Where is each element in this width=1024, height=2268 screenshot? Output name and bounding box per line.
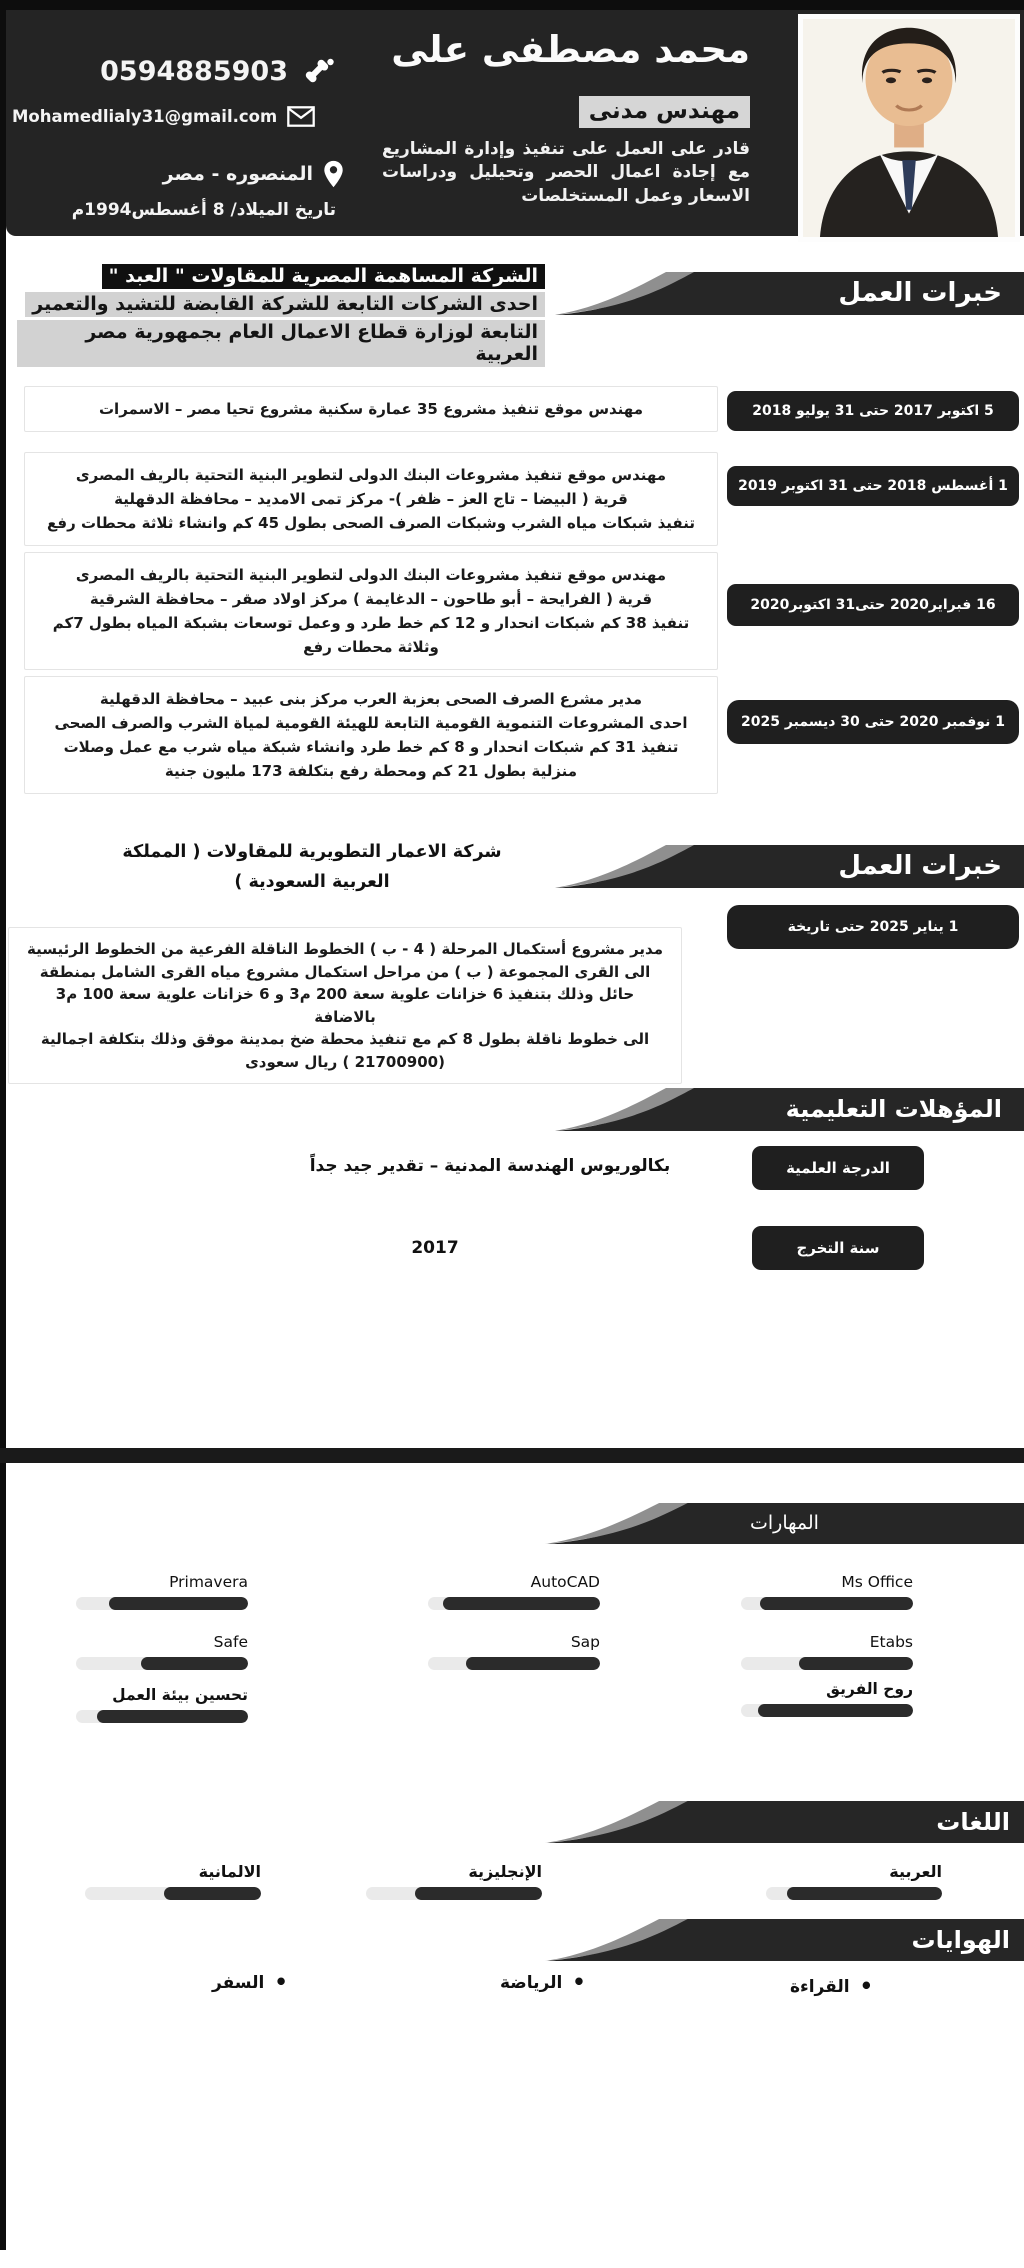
email-icon [287,106,315,127]
date-badge: 1 نوفمبر 2020 حتى 30 ديسمبر 2025 [727,700,1019,744]
skill-autocad: AutoCAD [428,1573,600,1610]
date-badge: 5 اكتوبر 2017 حتى 31 يوليو 2018 [727,391,1019,431]
skill-primavera: Primavera [76,1573,248,1610]
section-title: الهوايات [911,1926,1010,1954]
company-line: شركة الاعمار التطويرية للمقاولات ( المملكة [122,842,502,862]
experience-card [8,927,682,1084]
skill-sap: Sap [428,1633,600,1670]
skill-bar-fill [799,1657,913,1670]
degree-badge: الدرجة العلمية [752,1146,924,1190]
birth-date: تاريخ الميلاد/ 8 أغسطس1994م [71,200,336,220]
experience-line: مهندس موقع تنفيذ مشروعات البنك الدولى لتطوير البنية التحتية بالريف المصرى [75,466,667,484]
left-border [0,0,6,2250]
skill-bar [76,1597,248,1610]
skill-bar [76,1710,248,1723]
skill-etabs: Etabs [741,1633,913,1670]
language-arabic: العربية [766,1862,942,1900]
skill-bar-fill [141,1657,248,1670]
experience-line: الى خطوط ناقلة بطول 8 كم مع تنفيذ محطة ضخ بمدينة موقق وذلك بتكلفة اجمالية [40,1030,650,1048]
experience-line: الى القرى المجموعة ( ب ) من مراحل استكمال مشروع مياه القرى الشامل بمنطقة [39,962,651,981]
company-line: احدى الشركات التابعة للشركة القابضة للتشيد والتعمير [25,292,545,317]
skill-bar [428,1657,600,1670]
hobby-label: القراءة [790,1976,850,1997]
experience-line: احدى المشروعات التنموية القومية التابعة للهيئة القومية لمياة الشرب والصرف الصحى [54,714,688,732]
email-address: Mohamedlialy31@gmail.com [12,107,278,126]
section-banner-experience-1 [554,272,1024,315]
phone-icon [302,54,336,88]
section-banner-languages [545,1801,1024,1843]
experience-line: منزلية بطول 21 كم ومحطة رفع بتكلفة 173 مليون جنية [164,762,578,780]
experience-line: وثلاثة محطات رفع [303,638,439,656]
date-badge: 1 أغسطس 2018 حتى 31 اكتوبر 2019 [727,466,1019,506]
skill-safe: Safe [76,1633,248,1670]
experience-card [24,452,718,546]
hobby-reading [790,1976,873,1997]
experience-line: تنفيذ 38 كم شبكات انحدار و 12 كم خط طرد و وعمل توسعات بشبكة المياه بطول 7كم [52,614,690,632]
skill-bar-fill [109,1597,248,1610]
profile-photo [798,14,1020,242]
experience-card [24,676,718,794]
skill-bar-fill [466,1657,600,1670]
experience-line: حائل وذلك بتنفيذ 6 خزانات علوية سعة 200 م3 و 6 خزانات علوية سعة 100 م3 بالاضافة [55,985,635,1026]
company-block-1 [17,264,545,370]
location-text: المنصوره - مصر [162,163,313,185]
section-banner-education [554,1088,1024,1131]
experience-line: قرية ( البيضا – تاج العز – ظفر )- مركز تمى الامديد – محافظة الدقهلية [114,490,628,508]
skill-ms-office: Ms Office [741,1573,913,1610]
company-line: الشركة المساهمة المصرية للمقاولات " العبد " [102,264,545,289]
company-line: العربية السعودية ) [234,871,390,892]
skill-bar-fill [758,1704,913,1717]
language-bar [766,1887,942,1900]
section-title: خبرات العمل [838,851,1002,881]
experience-card [24,552,718,670]
skill-bar-fill [97,1710,248,1723]
experience-line: تنفيذ 31 كم شبكات انحدار و 8 كم خط طرد وانشاء شبكة مياه شرب مع عمل وصلات [63,738,679,756]
experience-line: تنفيذ شبكات مياه الشرب وشبكات الصرف الصحى بطول 45 كم وانشاء ثلاثة محطات رفع [47,514,695,532]
skill-bar [76,1657,248,1670]
phone-row [100,54,336,88]
phone-number: 0594885903 [100,55,288,87]
language-english: الإنجليزية [366,1862,542,1900]
bullet-icon: • [572,1970,586,1994]
skill-bar-fill [443,1597,600,1610]
section-title: المؤهلات التعليمية [785,1095,1002,1123]
date-badge: 1 يناير 2025 حتى تاريخة [727,905,1019,949]
page-divider [0,1448,1024,1463]
language-bar-fill [164,1887,261,1900]
job-title: مهندس مدنى [579,96,750,128]
section-banner-hobbies [545,1919,1024,1961]
skill-bar [741,1657,913,1670]
experience-line: قرية ( الفرايحة – أبو طاحون – الدغايمة ) مركز اولاد صقر – محافظة الشرقية [89,590,653,608]
experience-line: مهندس موقع تنفيذ مشروعات البنك الدولى لتطوير البنية التحتية بالريف المصرى [75,566,667,584]
experience-card [24,386,718,432]
language-bar-fill [415,1887,542,1900]
hobby-travel [212,1972,288,1993]
email-row[interactable] [12,106,315,127]
person-name: محمد مصطفى على [391,28,750,71]
experience-line: مهندس موقع تنفيذ مشروع 35 عمارة سكنية مشروع تحيا مصر – الاسمرات [98,400,643,418]
section-banner-experience-2 [554,845,1024,888]
experience-line: مدير مشروع أستكمال المرحلة ( 4 - ب ) الخطوط الناقلة الفرعية من الخطوط الرئيسية [27,940,663,958]
language-german: الالمانية [85,1862,261,1900]
skill-bar [428,1597,600,1610]
skill-bar [741,1597,913,1610]
graduation-year-value: 2017 [411,1238,459,1258]
section-title: خبرات العمل [838,278,1002,308]
bullet-icon: • [274,1970,288,1994]
location-row [163,160,344,188]
language-bar-fill [787,1887,942,1900]
skill-bar [741,1704,913,1717]
language-bar [85,1887,261,1900]
section-title: اللغات [936,1808,1010,1836]
location-icon [323,160,344,188]
section-banner-skills [545,1503,1024,1544]
company-line: التابعة لوزارة قطاع الاعمال العام بجمهورية مصر العربية [17,320,545,367]
graduation-year-badge: سنة التخرج [752,1226,924,1270]
experience-line: مدير مشرع الصرف الصحى بعزبة العرب مركز بنى عبيد – محافظة الدقهلية [99,690,643,708]
skill-team-spirit: روح الفريق [741,1680,913,1717]
bullet-icon: • [859,1974,874,1998]
company-block-2 [70,838,554,898]
hobby-sports [500,1972,586,1993]
hobby-label: السفر [212,1972,265,1993]
experience-line: (21700900 ) ريال سعودى [245,1052,445,1071]
degree-value: بكالوريوس الهندسة المدنية – تقدير جيد جداً [309,1156,671,1176]
profile-summary: قادر على العمل على تنفيذ وإدارة المشاريع مع إجادة اعمال الحصر وتحيليل ودراسات الاسعار وعمل المستخلصات [382,139,750,206]
skill-work-environment: تحسين بيئة العمل [76,1686,248,1723]
top-border [0,0,1024,10]
section-title: المهارات [750,1512,819,1534]
hobby-label: الرياضة [500,1972,563,1993]
portrait-illustration [803,19,1015,237]
language-bar [366,1887,542,1900]
skill-bar-fill [760,1597,913,1610]
date-badge: 16 فبراير2020 حتى31 اكتوبر2020 [727,584,1019,626]
